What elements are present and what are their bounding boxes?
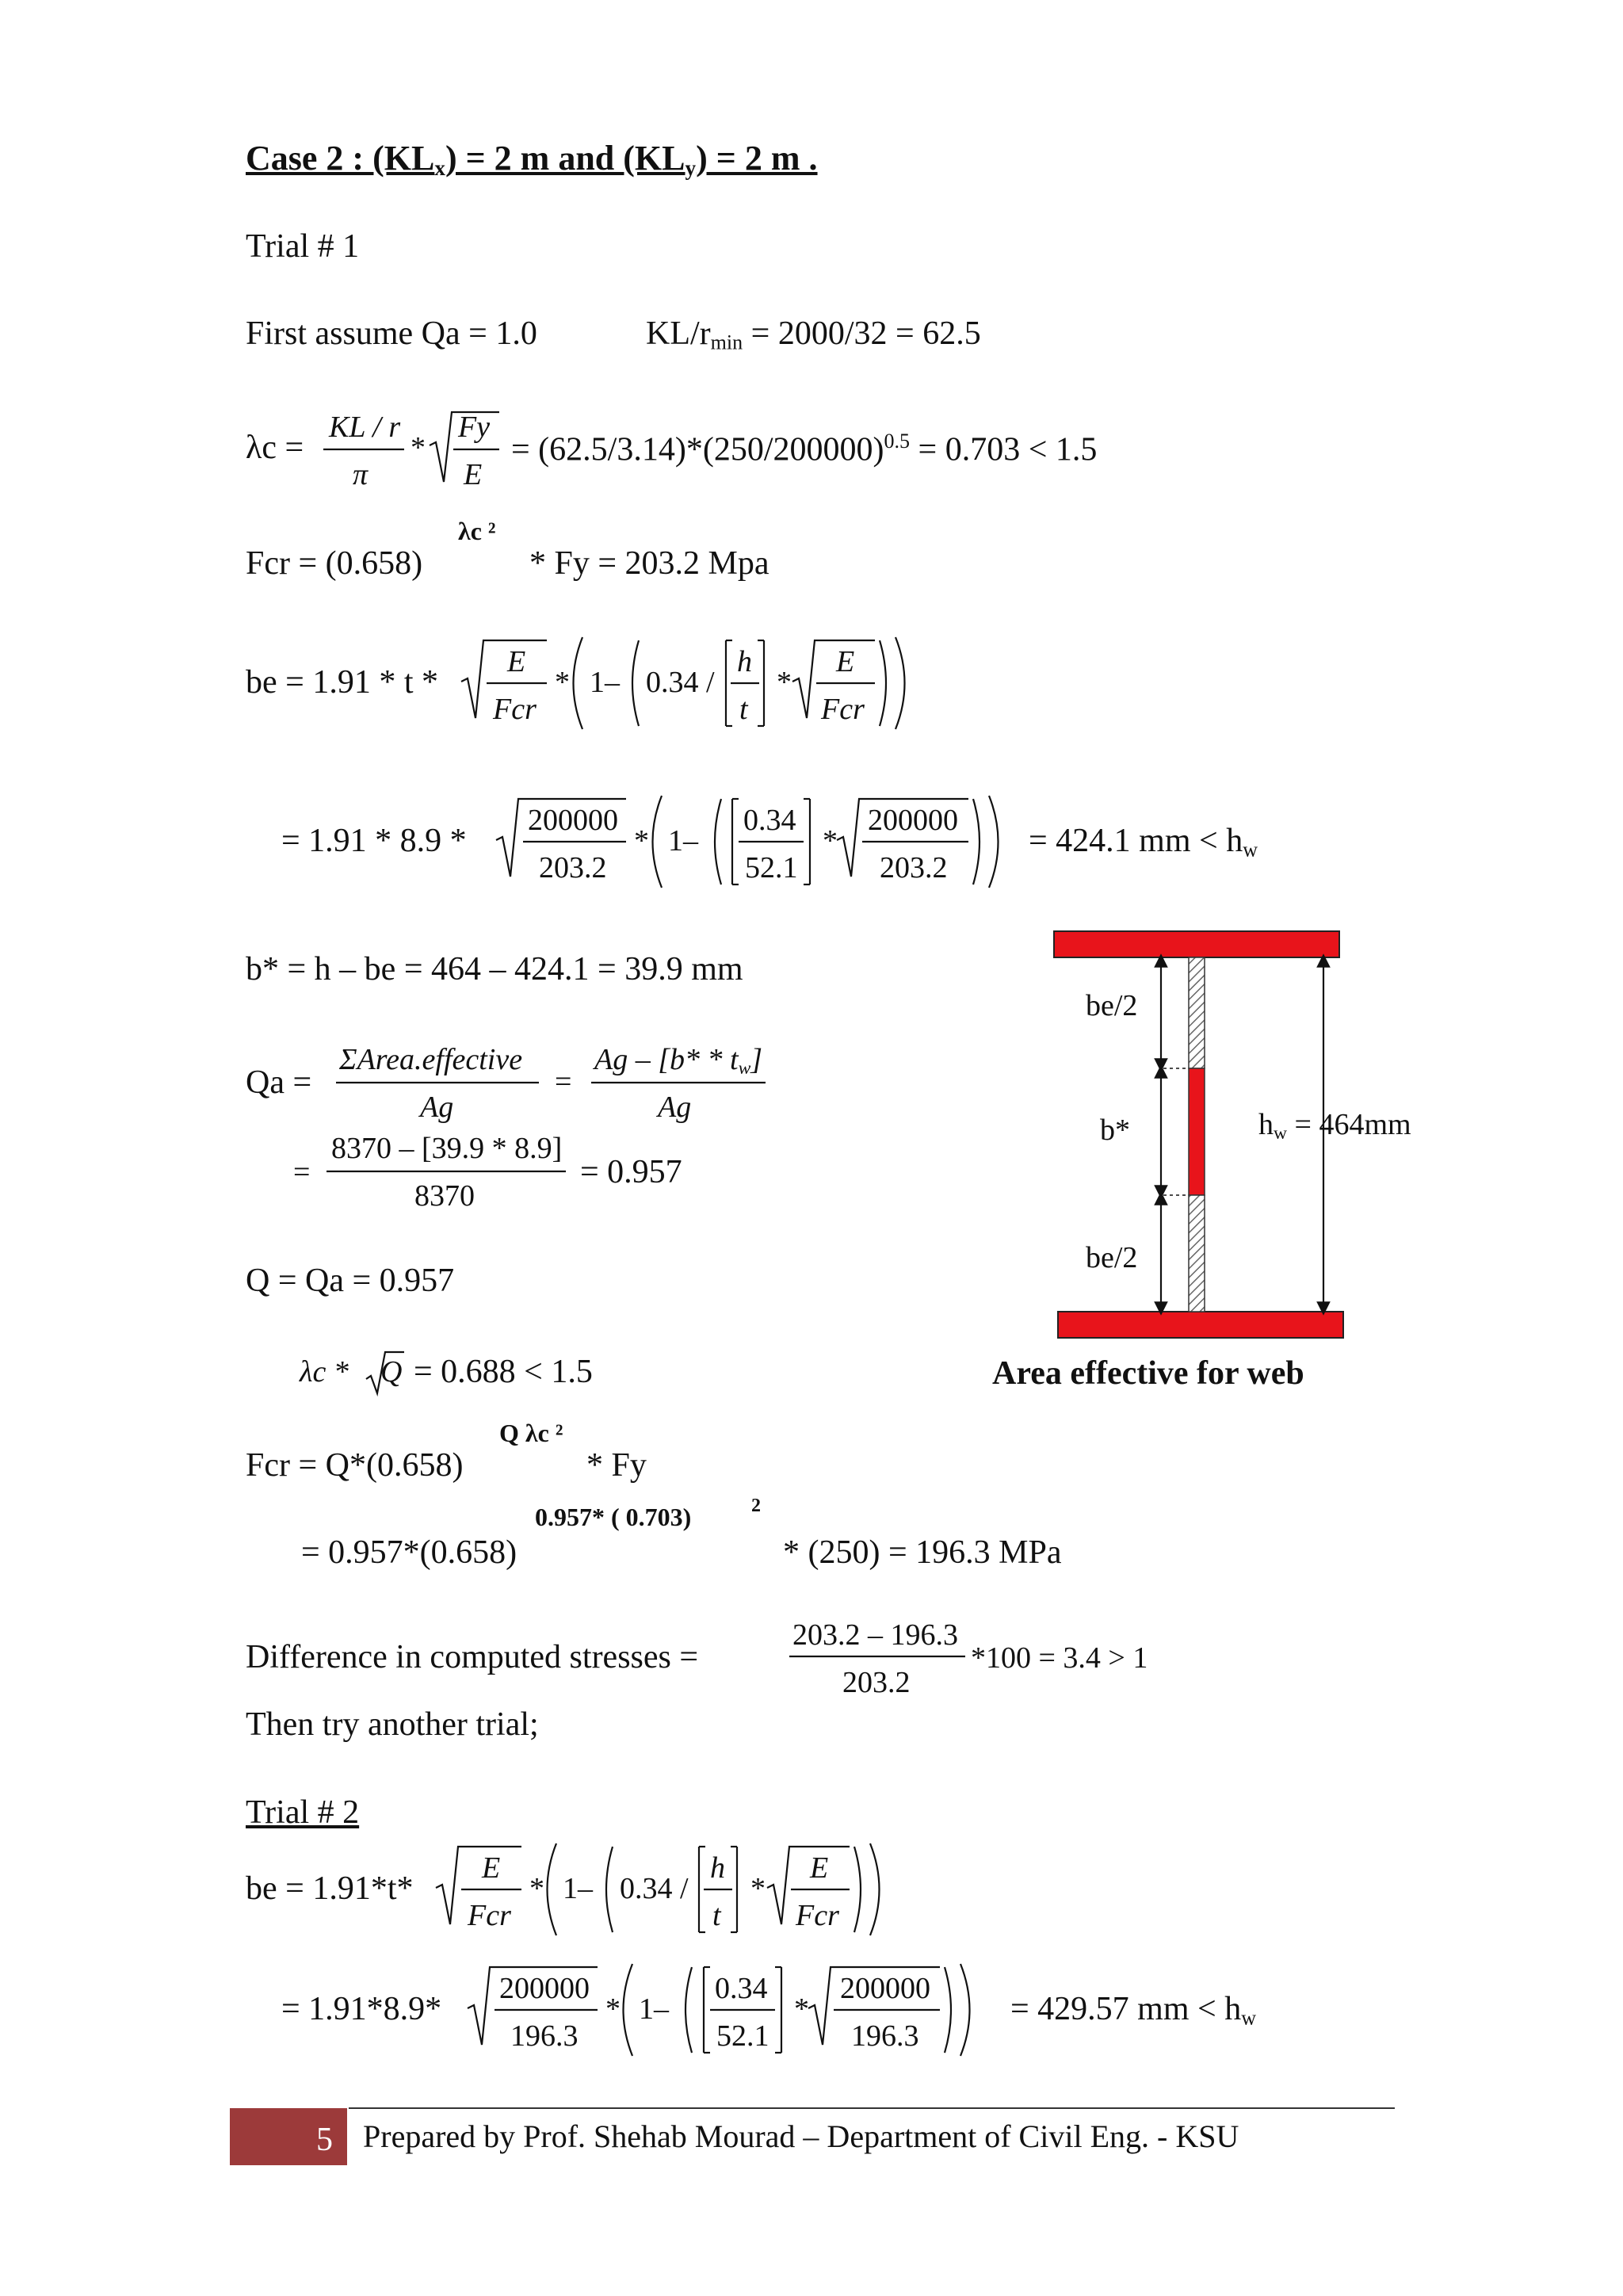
figure-caption: Area effective for web	[992, 1355, 1304, 1392]
page-number: 5	[230, 2108, 347, 2165]
be-formula-k: 0.34 /	[646, 666, 715, 699]
math-strokes	[323, 412, 999, 2056]
fcr2-exponent: Q λc ²	[499, 1419, 563, 1447]
be-formula2-Fcr1: Fcr	[468, 1899, 511, 1932]
diff-lhs: Difference in computed stresses =	[246, 1639, 699, 1675]
lamq-rad: Q	[380, 1355, 403, 1389]
be-calc2-lhs: = 1.91*8.9*	[281, 1991, 442, 2027]
qa-n1: ΣArea.effective	[339, 1043, 523, 1076]
qa-d2: Ag	[658, 1091, 692, 1124]
be-calc2-n3: 200000	[840, 1972, 930, 2005]
be-calc1-star2: *	[823, 824, 838, 858]
be-calc1-n2: 0.34	[743, 804, 796, 837]
case-heading: Case 2 : $(KL_x) = 2$ m and $(KL_y) = 2$ m .	[246, 139, 818, 180]
be-formula2-t: t	[712, 1899, 721, 1932]
be-formula2-h: h	[710, 1851, 725, 1885]
fig-hw-label: $h_w = 464mm$	[1258, 1108, 1411, 1144]
fcr1-exponent: λc ²	[458, 517, 496, 545]
web-bstar-effective	[1189, 1068, 1205, 1195]
fcr3-rhs: * (250) = 196.3 MPa	[783, 1534, 1062, 1571]
be-calc1-n3: 200000	[868, 804, 958, 837]
q-line: Q = Qa = 0.957	[246, 1263, 455, 1299]
fcr1-lhs: Fcr = (0.658)	[246, 545, 423, 582]
be-calc2-rhs: = 429.57 mm < $h_w$	[1010, 1991, 1257, 2030]
slenderness-line: $KL/r_{min} = 2000/32 = 62.5$	[646, 315, 981, 354]
be-formula-star2: *	[777, 666, 792, 699]
qa-eq: =	[555, 1065, 572, 1098]
qa-calc-eq: =	[293, 1156, 311, 1189]
fcr3-exponent2: 2	[751, 1496, 761, 1516]
be-calc2-star1: *	[605, 1992, 621, 2026]
bottom-flange	[1058, 1312, 1343, 1338]
diff-rhs: *100 = 3.4 > 1	[971, 1641, 1148, 1675]
be-formula-star1: *	[555, 666, 570, 699]
be-formula2-star2: *	[750, 1872, 766, 1905]
fig-be-top-label: be/2	[1086, 989, 1138, 1022]
bstar-line: b* = h – be = 464 – 424.1 = 39.9 mm	[246, 951, 743, 988]
be-formula2-Fcr2: Fcr	[796, 1899, 839, 1932]
be-formula-one: 1–	[590, 666, 620, 699]
be-calc1-d3: 203.2	[880, 851, 948, 884]
be-calc1-d1: 203.2	[539, 851, 607, 884]
lambda-frac2-den: E	[464, 458, 483, 491]
diff-num: 203.2 – 196.3	[792, 1618, 958, 1652]
be-formula2-lhs: be = 1.91*t*	[246, 1870, 414, 1907]
trial-2-label: Trial # 2	[246, 1794, 360, 1831]
web-top-ineffective	[1189, 957, 1205, 1068]
trial-1-label: Trial # 1	[246, 228, 360, 265]
lambda-frac1-num: KL / r	[329, 411, 401, 444]
lambda-rhs: = $(62.5/3.14)*(250/200000)^{0.5} = 0.703 < 1.5$	[511, 430, 1098, 468]
qa-calc-den: 8370	[414, 1179, 475, 1213]
lamq-rhs: = 0.688 < 1.5	[414, 1354, 593, 1390]
be-calc2-d1: 196.3	[510, 2019, 579, 2053]
diff-den: 203.2	[842, 1666, 911, 1699]
fcr2-lhs: Fcr = Q*(0.658)	[246, 1447, 464, 1484]
be-formula2-star1: *	[529, 1872, 544, 1905]
be-formula-t: t	[739, 693, 748, 726]
be-formula-lhs: be = 1.91 * t *	[246, 664, 438, 701]
lambda-frac2-num: Fy	[458, 411, 491, 444]
lambda-lhs: λc =	[246, 430, 304, 466]
qa-calc-rhs: = 0.957	[580, 1154, 682, 1190]
be-formula2-E1: E	[482, 1851, 501, 1885]
be-formula2-one: 1–	[563, 1872, 593, 1905]
be-formula2-E2: E	[810, 1851, 829, 1885]
lambda-star: *	[411, 431, 426, 464]
qa-calc-num: 8370 – [39.9 * 8.9]	[331, 1132, 563, 1165]
be-calc1-d2: 52.1	[745, 851, 798, 884]
be-calc2-n1: 200000	[499, 1972, 590, 2005]
lamq-lhs: λc *	[300, 1355, 349, 1389]
be-calc2-d2: 52.1	[716, 2019, 769, 2053]
lambda-frac1-den: π	[353, 458, 369, 491]
fig-bstar-label: b*	[1100, 1114, 1130, 1147]
be-calc2-star2: *	[794, 1992, 809, 2026]
qa-n2: Ag – $[b* * t_w]$	[594, 1043, 763, 1079]
be-calc2-n2: 0.34	[715, 1972, 768, 2005]
be-calc1-lhs: = 1.91 * 8.9 *	[281, 823, 467, 859]
fcr3-exponent: 0.957* ( 0.703)	[535, 1503, 692, 1531]
footer-text: Prepared by Prof. Shehab Mourad – Department of Civil Eng. - KSU	[363, 2118, 1239, 2154]
be-formula2-k: 0.34 /	[620, 1872, 689, 1905]
be-calc1-n1: 200000	[528, 804, 618, 837]
top-flange	[1054, 931, 1339, 957]
be-formula-Fcr1: Fcr	[493, 693, 537, 726]
fcr2-rhs: * Fy	[586, 1447, 647, 1484]
fig-be-bot-label: be/2	[1086, 1241, 1138, 1274]
be-calc1-star1: *	[634, 824, 649, 858]
be-calc2-d3: 196.3	[851, 2019, 919, 2053]
qa-lhs: Qa =	[246, 1064, 312, 1101]
be-formula-E2: E	[836, 645, 855, 678]
be-calc2-one: 1–	[639, 1992, 669, 2026]
qa-d1: Ag	[420, 1091, 454, 1124]
be-formula-Fcr2: Fcr	[821, 693, 865, 726]
be-formula-E1: E	[507, 645, 526, 678]
fcr3-lhs: = 0.957*(0.658)	[301, 1534, 517, 1571]
be-calc1-one: 1–	[668, 824, 698, 858]
be-formula-h: h	[737, 645, 752, 678]
web-bottom-ineffective	[1189, 1195, 1205, 1312]
then-line: Then try another trial;	[246, 1706, 539, 1743]
be-calc1-rhs: = 424.1 mm < $h_w$	[1029, 823, 1258, 861]
assume-line: First assume Qa = 1.0	[246, 315, 537, 352]
fcr1-rhs: * Fy = 203.2 Mpa	[529, 545, 769, 582]
